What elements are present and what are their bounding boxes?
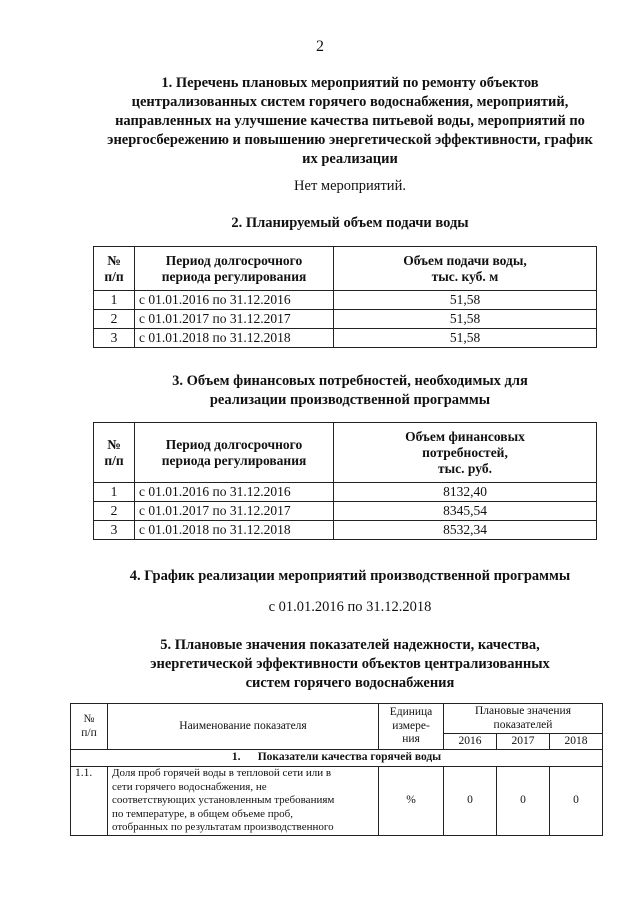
row-period: с 01.01.2016 по 31.12.2016 [135,291,334,310]
row-name: Доля проб горячей воды в тепловой сети или в сети горячего водоснабжения, не соответствующих установленным требованиям по температуре, в общем объеме проб, отобранных по результатам производственного [108,767,379,836]
table-row [94,329,597,348]
row-period: с 01.01.2016 по 31.12.2016 [135,483,334,502]
row-period: с 01.01.2017 по 31.12.2017 [135,310,334,329]
row-value: 8132,40 [334,483,597,502]
row-value: 51,58 [334,310,597,329]
name-header: Наименование показателя [108,704,379,750]
section1-note: Нет мероприятий. [294,178,406,194]
table-header-row [94,247,597,291]
num-header: № п/п [94,423,135,483]
section4-period: с 01.01.2016 по 31.12.2018 [268,599,432,615]
row-value: 8532,34 [334,521,597,540]
row-num: 2 [94,502,135,521]
indicators-table [70,703,603,836]
num-header: № п/п [71,704,108,750]
row-num: 3 [94,521,135,540]
year-header: 2017 [496,734,549,750]
period-header: Период долгосрочного периода регулирования [135,247,334,291]
table-row [94,521,597,540]
year-header: 2018 [549,734,602,750]
table-header-row [94,423,597,483]
row-value: 51,58 [334,291,597,310]
row-num: 1 [94,291,135,310]
planned-values-header: Плановые значения показателей [444,704,603,734]
table-row [94,502,597,521]
row-period: с 01.01.2018 по 31.12.2018 [135,329,334,348]
section3-title: 3. Объем финансовых потребностей, необходимых для реализации производственной программы [172,373,528,408]
section1-title: 1. Перечень плановых мероприятий по ремонту объектов централизованных систем горячего водоснабжения, мероприятий, направленных на улучшение качества питьевой воды, мероприятий по энергосбережению и повышению энергетической эффективности, график их реализации [107,75,593,167]
period-header: Период долгосрочного периода регулирования [135,423,334,483]
value-header: Объем финансовых потребностей, тыс. руб. [334,423,597,483]
section5-title: 5. Плановые значения показателей надежности, качества, энергетической эффективности объектов централизованных систем горячего водоснабжения [150,637,550,691]
supply-volume-table [93,246,597,348]
row-value: 8345,54 [334,502,597,521]
page-number: 2 [316,38,324,55]
section2-title: 2. Планируемый объем подачи воды [231,215,469,231]
row-num: 1.1. [71,767,108,836]
table-row [94,310,597,329]
row-value: 51,58 [334,329,597,348]
row-value-2018: 0 [549,767,602,836]
table-row [94,483,597,502]
year-header: 2016 [444,734,497,750]
row-num: 2 [94,310,135,329]
value-header: Объем подачи воды, тыс. куб. м [334,247,597,291]
financial-needs-table [93,422,597,540]
table-row [71,767,603,836]
row-unit: % [379,767,444,836]
row-num: 3 [94,329,135,348]
table-header-row [71,704,603,734]
row-value-2017: 0 [496,767,549,836]
row-period: с 01.01.2018 по 31.12.2018 [135,521,334,540]
group-label: 1. Показатели качества горячей воды [71,750,603,767]
row-num: 1 [94,483,135,502]
group-row [71,750,603,767]
unit-header: Единица измере- ния [379,704,444,750]
section4-title: 4. График реализации мероприятий производственной программы [129,568,571,584]
num-header: № п/п [94,247,135,291]
row-value-2016: 0 [444,767,497,836]
row-period: с 01.01.2017 по 31.12.2017 [135,502,334,521]
table-row [94,291,597,310]
